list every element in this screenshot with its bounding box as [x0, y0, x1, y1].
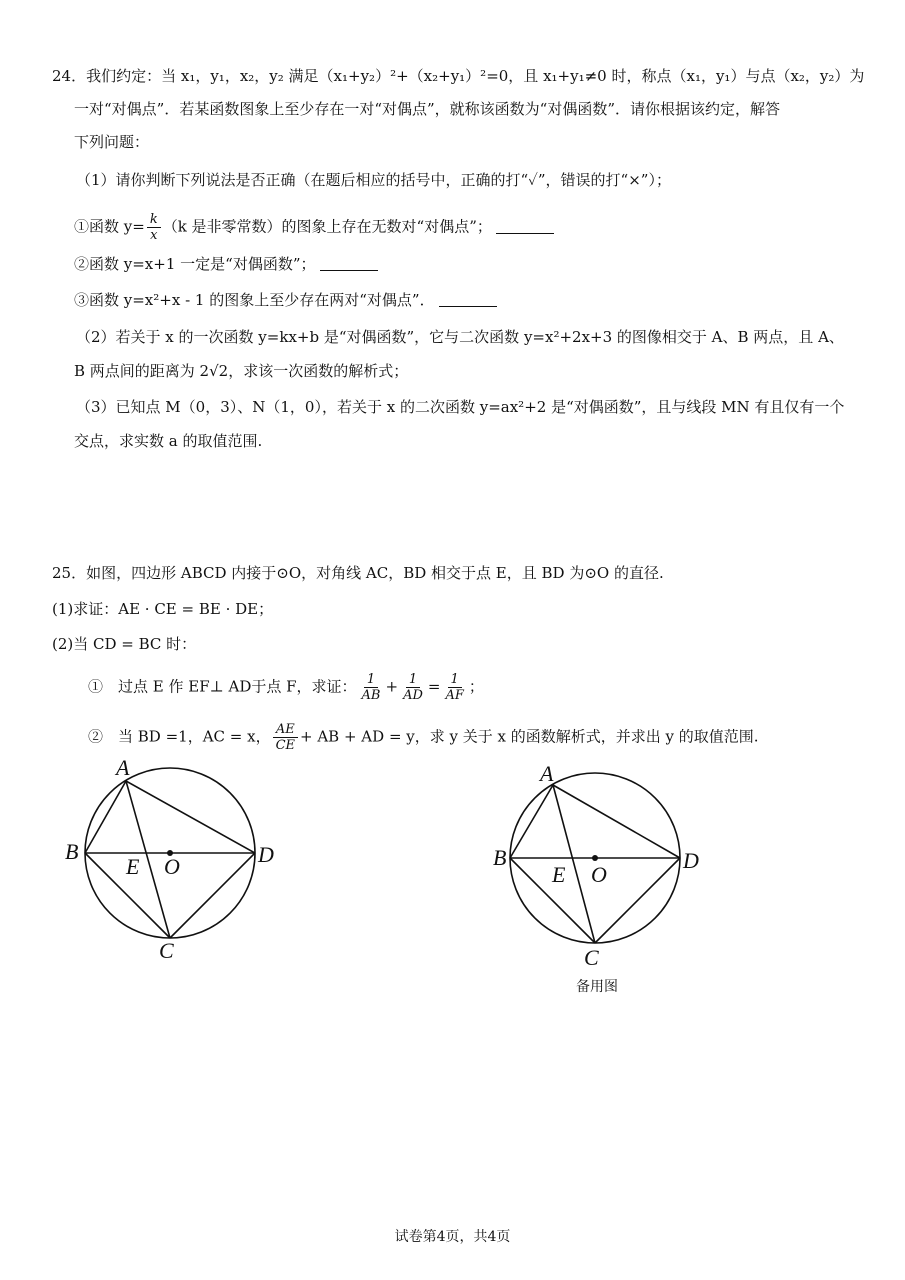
q25-line1: 25．如图，四边形 ABCD 内接于⊙O，对角线 AC，BD 相交于点 E，且 BD 为⊙O 的直径. — [52, 564, 664, 582]
answer-blank-3[interactable] — [439, 292, 497, 307]
q25-sub1 — [88, 672, 484, 703]
center-point — [592, 855, 598, 861]
frac-den: x — [150, 228, 158, 243]
backup-figure-caption: 备用图 — [576, 979, 618, 995]
label-d: D — [258, 842, 274, 867]
q24-item1-prefix: ①函数 y= — [74, 217, 145, 236]
q25-sub2 — [88, 722, 759, 753]
segment-ab — [510, 785, 553, 858]
equals-sign: = — [427, 677, 441, 696]
label-c: C — [584, 945, 599, 970]
frac-num: AE — [273, 722, 298, 738]
q25-part1: (1)求证：AE · CE = BE · DE； — [52, 600, 274, 618]
q24-item2 — [74, 254, 378, 274]
frac-num: 1 — [448, 672, 462, 688]
q24-part2-line1: （2）若关于 x 的一次函数 y=kx+b 是“对偶函数”，它与二次函数 y=x²+2x+3 的图像相交于 A、B 两点，且 A、 — [76, 328, 844, 346]
label-b: B — [65, 839, 79, 864]
label-o: O — [591, 862, 607, 887]
frac-num: 1 — [406, 672, 420, 688]
q24-part2-line2: B 两点间的距离为 2√2，求该一次函数的解析式； — [74, 362, 409, 380]
answer-blank-1[interactable] — [496, 219, 554, 234]
label-b: B — [493, 845, 507, 870]
q25-sub2-prefix: ② 当 BD =1，AC = x， — [88, 727, 271, 746]
label-d: D — [683, 848, 699, 873]
frac-den: CE — [275, 738, 296, 753]
fraction-1-ad — [400, 672, 426, 703]
fraction-1-ab — [359, 672, 384, 703]
q25-part2: (2)当 CD = BC 时： — [52, 635, 197, 653]
q24-item3 — [74, 290, 497, 310]
segment-ab — [85, 781, 126, 853]
q24-line2: 一对“对偶点”．若某函数图象上至少存在一对“对偶点”，就称该函数为“对偶函数”．请你根据该约定，解答 — [74, 100, 781, 118]
fraction-1-af — [442, 672, 466, 703]
q24-item1-suffix: （k 是非零常数）的图象上存在无数对“对偶点”； — [162, 217, 492, 236]
frac-den: AF — [445, 688, 464, 703]
plus-sign: + — [385, 677, 399, 696]
frac-num: 1 — [364, 672, 378, 688]
q25-sub1-end: ； — [468, 677, 484, 696]
segment-cd — [170, 853, 255, 938]
q24-part3-line2: 交点，求实数 a 的取值范围. — [74, 432, 263, 450]
label-a: A — [540, 761, 554, 786]
segment-cd — [595, 858, 680, 943]
segment-ad — [126, 781, 255, 853]
label-c: C — [159, 938, 174, 963]
q24-item1-fraction — [147, 212, 161, 243]
q24-item1 — [74, 212, 554, 243]
answer-blank-2[interactable] — [320, 256, 378, 271]
q24-item2-text: ②函数 y=x+1 一定是“对偶函数”； — [74, 255, 316, 273]
q25-sub1-prefix: ① 过点 E 作 EF⊥ AD于点 F，求证： — [88, 677, 357, 696]
frac-num: k — [147, 212, 161, 228]
q24-part3-line1: （3）已知点 M（0，3）、N（1，0），若关于 x 的二次函数 y=ax²+2 是“对偶函数”，且与线段 MN 有且仅有一个 — [76, 398, 845, 416]
circle-figure-backup — [490, 760, 720, 975]
label-e: E — [126, 854, 140, 879]
page-footer: 试卷第4页，共4页 — [394, 1229, 511, 1245]
label-o: O — [164, 854, 180, 879]
label-a: A — [116, 755, 130, 780]
q24-item3-text: ③函数 y=x²+x - 1 的图象上至少存在两对“对偶点”． — [74, 291, 435, 309]
fraction-ae-ce — [273, 722, 298, 753]
frac-den: AB — [361, 688, 381, 703]
label-e: E — [552, 862, 566, 887]
segment-ad — [553, 785, 680, 858]
q24-line3: 下列问题： — [74, 133, 150, 151]
q24-part1-intro: （1）请你判断下列说法是否正确（在题后相应的括号中，正确的打“✓”，错误的打“×”）； — [76, 171, 671, 189]
q25-sub2-suffix: + AB + AD = y，求 y 关于 x 的函数解析式，并求出 y 的取值范围. — [300, 727, 759, 746]
q24-line1: 24．我们约定：当 x₁，y₁，x₂，y₂ 满足（x₁+y₂）²+（x₂+y₁）²=0，且 x₁+y₁≠0 时，称点（x₁，y₁）与点（x₂，y₂）为 — [52, 67, 865, 85]
circle-figure-main — [60, 755, 300, 965]
frac-den: AD — [403, 688, 423, 703]
